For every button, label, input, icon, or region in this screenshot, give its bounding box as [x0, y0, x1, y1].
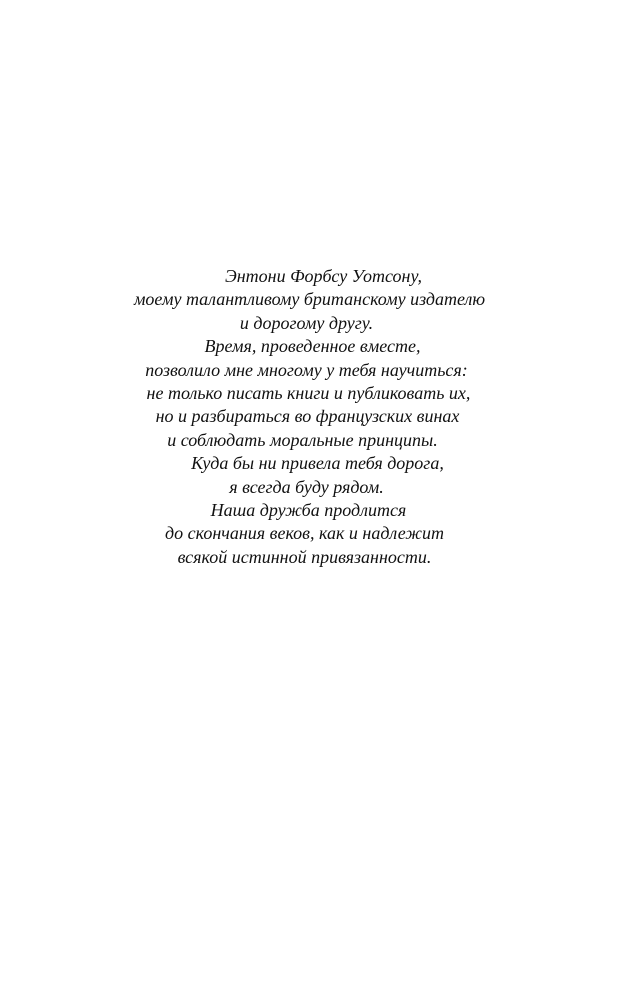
dedication-line: не только писать книги и публиковать их, — [146, 383, 471, 404]
dedication-line: позволило мне многому у тебя научиться: — [145, 359, 468, 380]
dedication-line: но и разбираться во французских винах — [155, 406, 460, 427]
dedication-line: моему талантливому британскому издателю — [133, 289, 486, 310]
dedication-line: Энтони Форбсу Уотсону, — [224, 266, 423, 286]
dedication-line: Наша дружба продлится — [210, 500, 407, 521]
dedication-text — [0, 265, 619, 569]
dedication-line: до скончания веков, как и надлежит — [165, 523, 444, 544]
dedication-line: я всегда буду рядом. — [229, 476, 384, 497]
dedication-line: всякой истинной привязанности. — [177, 546, 432, 567]
dedication-line: Куда бы ни привела тебя дорога, — [191, 453, 444, 474]
dedication-line: Время, проведенное вместе, — [204, 336, 421, 357]
dedication-line: и соблюдать моральные принципы. — [167, 429, 438, 450]
dedication-line: и дорогому другу. — [239, 312, 374, 333]
